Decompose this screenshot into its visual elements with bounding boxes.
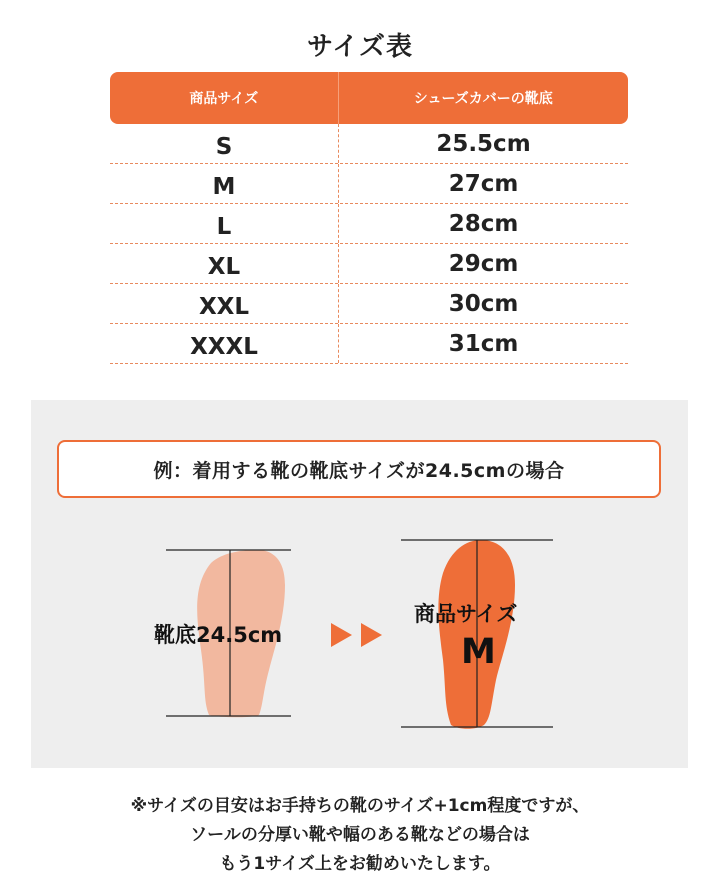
sole-cell: 30cm: [338, 284, 628, 323]
table-row: [110, 244, 628, 284]
size-illustration: [31, 400, 688, 768]
table-row: [110, 164, 628, 204]
size-cell: XXXL: [190, 333, 258, 360]
double-arrow-icon: [331, 623, 382, 647]
sole-cell: 31cm: [338, 324, 628, 363]
product-size-value: M: [461, 632, 496, 672]
size-cell: XXL: [198, 293, 250, 320]
product-size-label: 商品サイズ: [414, 602, 518, 626]
header-sole-length: シューズカバーの靴底: [338, 72, 628, 124]
table-row: [110, 124, 628, 164]
page-title: サイズ表: [307, 32, 413, 62]
table-row: [110, 284, 628, 324]
sole-cell: 28cm: [338, 204, 628, 243]
size-table: [110, 124, 628, 364]
header-product-size: 商品サイズ: [189, 91, 259, 107]
example-panel: [31, 400, 688, 768]
size-cell: L: [216, 213, 232, 240]
note-line: もう1サイズ上をお勧めいたします。: [219, 854, 501, 874]
note-line: ※サイズの目安はお手持ちの靴のサイズ+1cm程度ですが、: [130, 796, 590, 816]
size-cell: S: [215, 133, 233, 160]
size-cell: M: [212, 173, 236, 200]
sole-cell: 27cm: [338, 164, 628, 203]
sole-cell: 25.5cm: [338, 124, 628, 163]
note-line: ソールの分厚い靴や幅のある靴などの場合は: [190, 825, 530, 845]
size-cell: XL: [207, 253, 241, 280]
size-table-header: [110, 72, 628, 124]
table-row: [110, 324, 628, 364]
size-note: [0, 792, 720, 879]
example-heading: 例：着用する靴の靴底サイズが24.5cmの場合: [57, 440, 661, 498]
sole-cell: 29cm: [338, 244, 628, 283]
shoe-sole-length-label: 靴底24.5cm: [154, 623, 283, 647]
table-row: [110, 204, 628, 244]
